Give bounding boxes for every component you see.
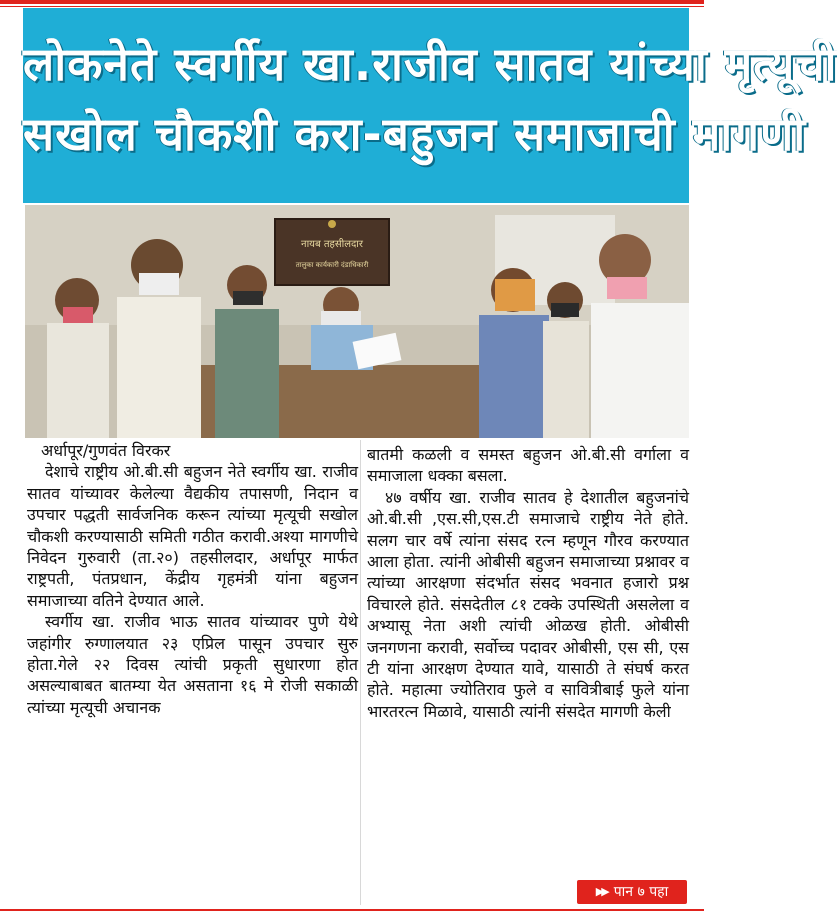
headline-banner (23, 8, 837, 203)
byline: अर्धापूर/गुणवंत विरकर (41, 441, 171, 460)
continuation-label: पान ७ पहा (613, 884, 669, 900)
paragraph: स्वर्गीय खा. राजीव भाऊ सातव यांच्यावर पुणे येथे जहांगीर रुग्णालयात २३ एप्रिल पासून उपचार सुरु होता.गेले २२ दिवस त्यांची प्रकृती सुधारणा होत असल्याबाबत बातम्या येत असताना १६ मे रोजी सकाळी त्यांच्या मृत्यूची अचानक (27, 612, 358, 717)
headline-line-2: सखोल चौकशी करा-बहुजन समाजाची मागणी (23, 107, 807, 161)
headline-line-1: लोकनेते स्वर्गीय खा.राजीव सातव यांच्या मृत्यूची (23, 37, 837, 91)
photo-illustration (25, 205, 689, 438)
article-column-left (27, 440, 358, 718)
paragraph: ४७ वर्षीय खा. राजीव सातव हे देशातील बहुजनांचे ओ.बी.सी ,एस.सी,एस.टी समाजाचे राष्ट्रीय नेते होते. सलग चार वर्षे त्यांना संसद रत्न म्हणून गौरव करण्यात आला होता. त्यांनी ओबीसी बहुजन समाजाच्या प्रश्नावर व त्यांच्या आरक्षणा संदर्भात संसद भवनात हजारो प्रश्न विचारले होते. संसदेतील ८१ टक्के उपस्थिती असलेला व अभ्यासू नेता अशी त्यांची ओळख होती. ओबीसी जनगणना करावी, सर्वोच्च पदावर ओबीसी, एस सी, एस टी यांना आरक्षण देण्यात यावे, यासाठी ते संघर्ष करत होते. महात्मा ज्योतिराव फुले व सावित्रीबाई फुले यांना भारतरत्न मिळावे, यासाठी त्यांनी संसदेत मागणी केली (367, 487, 689, 721)
news-photo (25, 205, 689, 438)
nameplate-board (275, 219, 389, 285)
column-divider (360, 440, 361, 905)
nameplate-line-1: नायब तहसीलदार (301, 239, 363, 250)
nameplate-line-2: तालुका कार्यकारी दंडाधिकारी (295, 261, 369, 269)
top-red-rule (0, 0, 704, 4)
paragraph: बातमी कळली व समस्त बहुजन ओ.बी.सी वर्गाला व समाजाला धक्का बसला. (367, 445, 689, 486)
emblem-icon (328, 220, 336, 228)
double-right-arrow-icon: ▶▶ (595, 885, 607, 898)
paragraph: देशाचे राष्ट्रीय ओ.बी.सी बहुजन नेते स्वर्गीय खा. राजीव सातव यांच्यावर केलेल्या वैद्यकीय तपासणी, निदान व उपचार पद्धती सार्वजनिक करून त्यांच्या मृत्यूची सखोल चौकशी करण्यासाठी समिती गठीत करावी.अश्या मागणीचे निवेदन गुरुवारी (ता.२०) तहसीलदार, अर्धापूर मार्फत राष्ट्रपती, पंतप्रधान, केंद्रीय गृहमंत्री यांना बहुजन समाजाच्या वतिने देण्यात आले. (27, 462, 358, 610)
top-red-thin-rule (0, 6, 704, 7)
article-column-right (367, 444, 689, 722)
continuation-tag[interactable] (577, 880, 687, 904)
